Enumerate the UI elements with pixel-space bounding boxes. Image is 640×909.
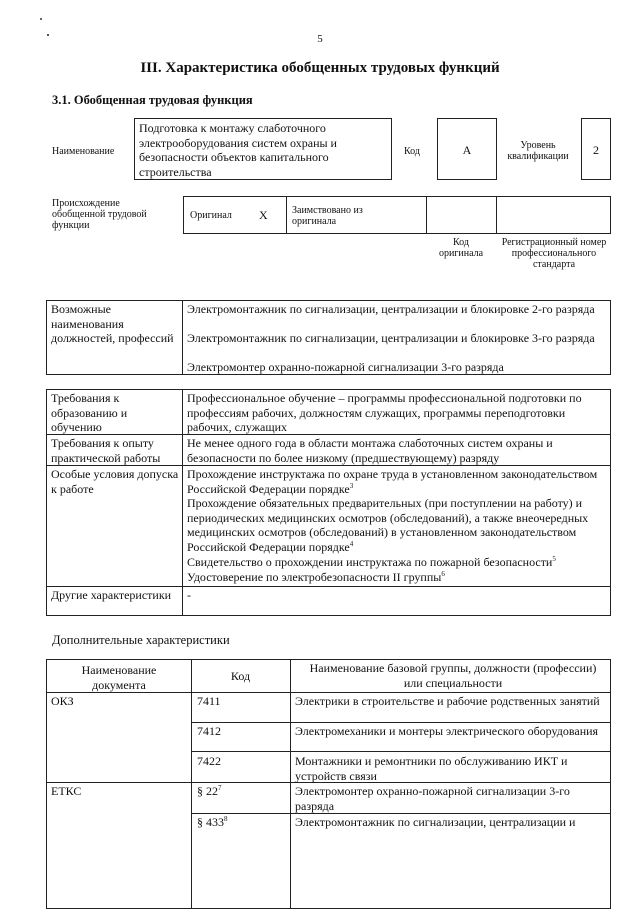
positions-div <box>182 300 183 375</box>
position-item: Электромонтер охранно-пожарной сигнализации 3-го разряда <box>187 360 504 374</box>
row-name: Электромеханики и монтеры электрического оборудования <box>295 724 599 738</box>
footnote-ref: 8 <box>224 815 228 823</box>
name-label: Наименование <box>52 146 115 157</box>
row-code: 7412 <box>197 724 221 738</box>
req-div <box>182 389 183 616</box>
row-name: Электромонтажник по сигнализации, централизации и <box>295 815 576 829</box>
education-label: Требования к образованию и обучению <box>51 391 128 435</box>
code-text: § 22 <box>197 784 218 798</box>
code-text: § 433 <box>197 815 224 829</box>
origin-div-1 <box>286 196 287 234</box>
experience-value: Не менее одного года в области монтажа слаботочных систем охраны и безопасности по более низкому (предшествующему) разряду <box>187 436 553 465</box>
code-value: А <box>462 143 472 157</box>
condition-item <box>187 467 607 496</box>
borrowed-label: Заимствовано из оригинала <box>292 205 363 227</box>
condition-text: Прохождение инструктажа по охране труда в установленном законодательством Российской Федерации порядке <box>187 467 598 496</box>
original-mark: Х <box>259 208 268 222</box>
origin-div-2 <box>426 196 427 234</box>
education-value: Профессиональное обучение – программы профессиональной подготовки по профессиям рабочих, должностям служащих, программы переподготовки рабочих, служащих <box>187 391 582 435</box>
position-item: Электромонтажник по сигнализации, централизации и блокировке 3-го разряда <box>187 331 595 345</box>
code-label: Код <box>404 146 420 157</box>
level-value: 2 <box>593 143 599 157</box>
row-name: Электрики в строительстве и рабочие родственных занятий <box>295 694 600 708</box>
name-value: Подготовка к монтажу слаботочного электрооборудования систем охраны и безопасности объектов капитального строительства <box>139 121 337 179</box>
footnote-ref: 7 <box>218 784 222 792</box>
add-div-1 <box>191 659 192 909</box>
add-div-2 <box>290 659 291 909</box>
page-number: 5 <box>317 33 323 45</box>
experience-label: Требования к опыту практической работы <box>51 436 161 465</box>
row-name: Монтажники и ремонтники по обслуживанию ИКТ и устройств связи <box>295 754 568 783</box>
reg-number-caption: Регистрационный номер профессионального стандарта <box>501 237 607 270</box>
row-code: 7411 <box>197 694 221 708</box>
condition-item <box>187 570 607 585</box>
footnote-ref: 6 <box>441 570 445 578</box>
origin-div-3 <box>496 196 497 234</box>
subsection-title: 3.1. Обобщенная трудовая функция <box>52 93 253 107</box>
row-doc: ЕТКС <box>51 784 82 798</box>
col-name-header: Наименование базовой группы, должности (профессии) или специальности <box>309 661 597 690</box>
origin-box <box>183 196 611 234</box>
req-row-line <box>46 586 611 587</box>
add-row-line <box>191 751 611 752</box>
footnote-ref: 5 <box>552 555 556 563</box>
condition-text: Свидетельство о прохождении инструктажа по пожарной безопасности <box>187 555 553 569</box>
condition-text: Удостоверение по электробезопасности II группы <box>187 570 442 584</box>
row-code: 7422 <box>197 754 221 768</box>
other-value: - <box>187 588 191 602</box>
condition-item <box>187 496 607 554</box>
row-name: Электромонтер охранно-пожарной сигнализации 3-го разряда <box>295 784 570 813</box>
footnote-ref: 4 <box>349 539 354 548</box>
conditions-label: Особые условия допуска к работе <box>51 467 179 496</box>
row-code <box>197 784 222 799</box>
code-original-caption: Код оригинала <box>438 237 484 259</box>
section-title: III. Характеристика обобщенных трудовых функций <box>140 60 500 76</box>
col-doc-header: Наименование документа <box>81 663 157 692</box>
positions-label: Возможные наименования должностей, профессий <box>51 302 174 346</box>
position-item: Электромонтажник по сигнализации, централизации и блокировке 2-го разряда <box>187 302 595 316</box>
origin-label: Происхождение обобщенной трудовой функции <box>52 198 147 231</box>
other-label: Другие характеристики <box>51 588 172 602</box>
row-code <box>197 815 228 830</box>
footnote-ref: 3 <box>349 481 354 490</box>
original-label: Оригинал <box>190 210 232 221</box>
condition-text: Прохождение обязательных предварительных (при поступлении на работу) и периодических медицинских осмотров (обследований), а также внеочередных медицинских осмотров (обследований) в установленном законодательством Российской Федерации порядке <box>187 496 589 554</box>
condition-item <box>187 555 607 570</box>
level-label: Уровень квалификации <box>507 140 569 162</box>
row-doc: ОКЗ <box>51 694 74 708</box>
scan-dot <box>40 18 42 20</box>
add-row-line <box>191 722 611 723</box>
additional-title: Дополнительные характеристики <box>52 633 230 647</box>
col-code-header: Код <box>230 669 251 683</box>
